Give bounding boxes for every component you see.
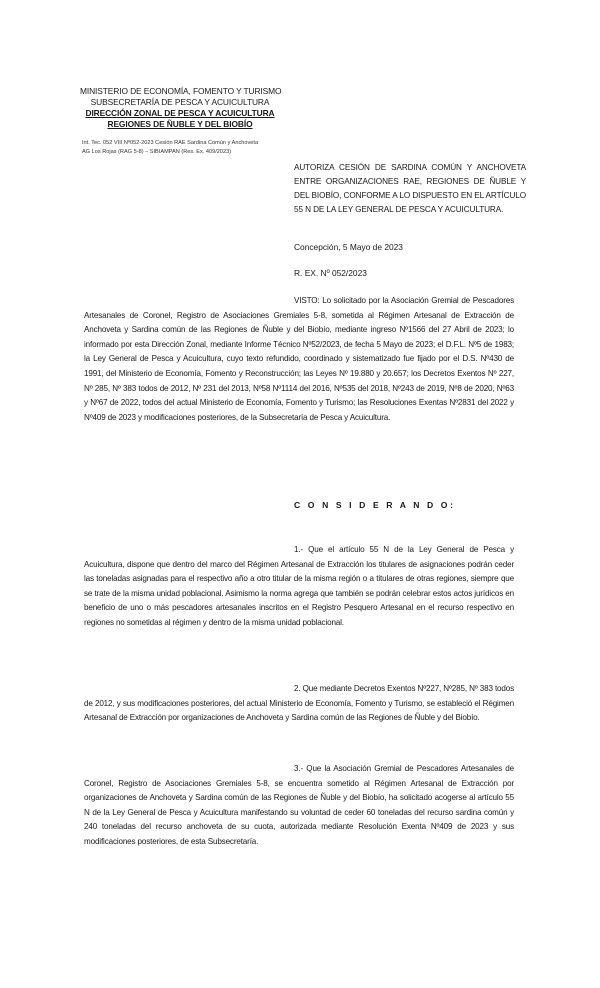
regiones-name: REGIONES DE ÑUBLE Y DEL BIOBÍO: [107, 119, 253, 129]
resolution-subject: AUTORIZA CESIÓN DE SARDINA COMÚN Y ANCHOVETA ENTRE ORGANIZACIONES RAE, REGIONES DE ÑUBLE Y DEL BIOBÍO, CONFORME A LO DISPUESTO EN EL ARTÍCULO 55 N DE LA LEY GENERAL DE PESCA Y ACUICULTURA.: [294, 163, 526, 214]
resolution-number: R. EX. Nº 052/2023: [294, 268, 367, 278]
considerando-heading: C O N S I D E R A N D O:: [294, 500, 456, 510]
reference-line: AG Los Rojas (RAG 5-8) – SIBIAMPAN (Res. Ex. 409/2023): [82, 149, 232, 155]
considerando-paragraph: 2. Que mediante Decretos Exentos Nº227, Nº285, Nº 383 todos de 2012, y sus modificaciones posteriores, del actual Ministerio de Economía, Fomento y Turismo, se estableció el Régimen Artesanal de Extracción por organizaciones de Anchoveta y Sardina común de las Regiones de Ñuble y del Biobío.: [84, 684, 514, 723]
considerando-paragraph: 3.- Que la Asociación Gremial de Pescadores Artesanales de Coronel, Registro de Asociaciones Gremiales 5-8, se encuentra sometido al Régimen Artesanal de Extracción por organizaciones de Anchoveta y Sardina común de las Regiones de Ñuble y del Biobío, ha solicitado acogerse al artículo 55 N de la Ley General de Pesca y Acuicultura manifestando su voluntad de ceder 60 toneladas del recurso sardina común y 240 toneladas del recurso anchoveta de su cuota, autorizada mediante Resolución Exenta Nº409 de 2023 y sus modificaciones posteriores, de esta Subsecretaría.: [84, 764, 514, 846]
document-date: Concepción, 5 Mayo de 2023: [294, 242, 403, 252]
direccion-zonal-name: DIRECCIÓN ZONAL DE PESCA Y ACUICULTURA: [85, 108, 275, 118]
ministry-name: MINISTERIO DE ECONOMÍA, FOMENTO Y TURISMO: [80, 86, 282, 96]
letterhead: [80, 86, 280, 130]
reference-lines: [82, 139, 258, 157]
considerando-paragraph: 1.- Que el artículo 55 N de la Ley General de Pesca y Acuicultura, dispone que dentro del marco del Régimen Artesanal de Extracción los titulares de asignaciones podrán ceder las toneladas asignadas para el respectivo año a otro titular de la misma región o a titulares de otras regiones, siempre que se trate de la misma unidad poblacional. Asimismo la norma agrega que también se podrán celebrar estos actos jurídicos en beneficio de uno o más pescadores artesanales inscritos en el Registro Pesquero Artesanal en el recurso respectivo en regiones no sometidas al régimen y dentro de la misma unidad poblacional.: [84, 545, 514, 627]
visto-paragraph: VISTO: Lo solicitado por la Asociación Gremial de Pescadores Artesanales de Coronel, Registro de Asociaciones Gremiales 5-8, sometida al Régimen Artesanal de Extracción de Anchoveta y Sardina común de las Regiones de Ñuble y del Biobío, mediante ingreso Nº1566 del 27 Abril de 2023; lo informado por esta Dirección Zonal, mediante Informe Técnico Nº52/2023, de fecha 5 Mayo de 2023; el D.F.L. Nº5 de 1983; la Ley General de Pesca y Acuicultura, cuyo texto refundido, coordinado y sistematizado fue fijado por el D.S. Nº430 de 1991, del Ministerio de Economía, Fomento y Reconstrucción; las Leyes Nº 19.880 y 20.657; los Decretos Exentos Nº 227, Nº 285, Nº 383 todos de 2012, Nº 231 del 2013, Nº58 Nº1114 del 2016, Nº535 del 2018, Nº243 de 2019, Nº8 de 2020, Nº63 y Nº67 de 2022, todos del actual Ministerio de Economía, Fomento y Turismo; las Resoluciones Exentas Nº2831 del 2022 y Nº409 de 2023 y modificaciones posteriores, de la Subsecretaría de Pesca y Acuicultura.: [84, 296, 514, 422]
reference-line: Int. Tec. 052 VIII Nº052-2023 Cesión RAE Sardina Común y Anchoveta: [82, 140, 259, 146]
subsecretaria-name: SUBSECRETARÍA DE PESCA Y ACUICULTURA: [90, 97, 270, 107]
